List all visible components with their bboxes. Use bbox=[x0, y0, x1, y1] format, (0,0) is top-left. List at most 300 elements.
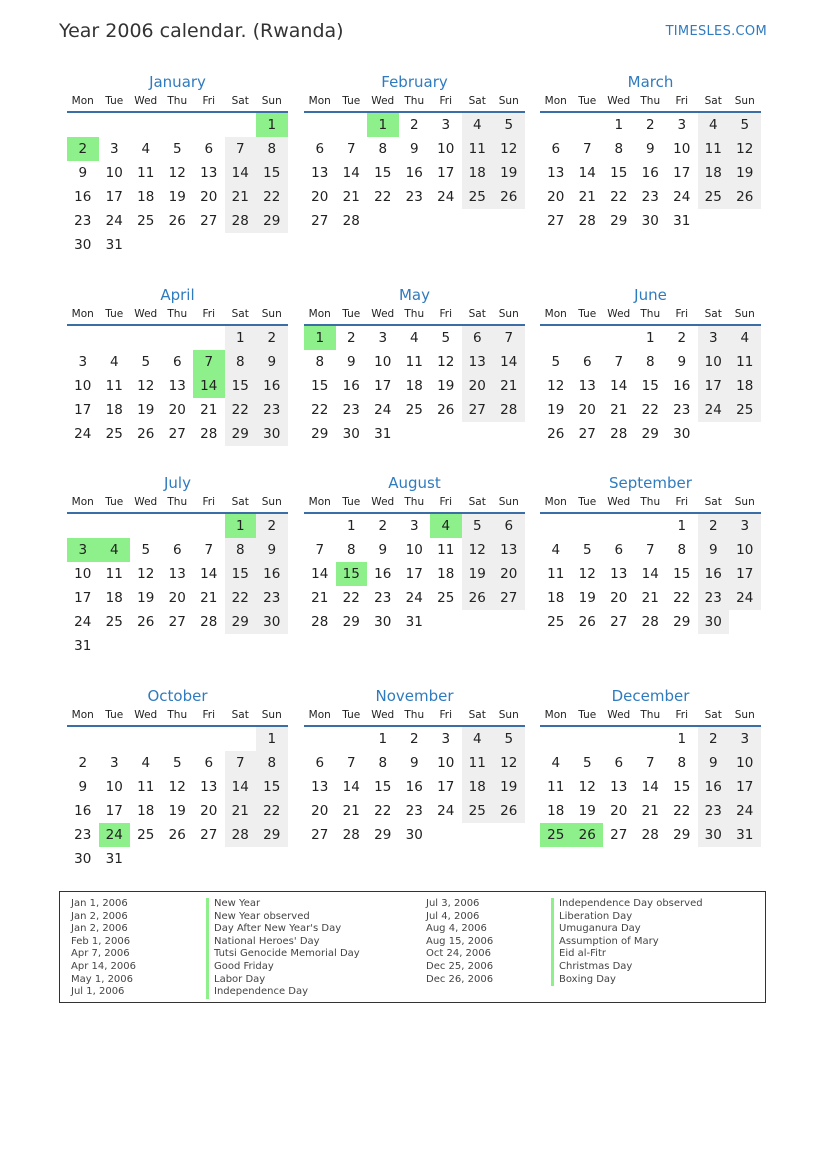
day-cell[interactable]: 20 bbox=[311, 803, 329, 819]
day-cell[interactable]: 7 bbox=[204, 542, 214, 558]
day-cell[interactable]: 12 bbox=[578, 566, 596, 582]
day-cell[interactable]: 3 bbox=[441, 117, 451, 133]
day-cell[interactable]: 19 bbox=[168, 189, 186, 205]
day-cell[interactable]: 2 bbox=[378, 518, 388, 534]
day-cell[interactable]: 24 bbox=[437, 803, 455, 819]
day-cell[interactable]: 23 bbox=[256, 586, 288, 610]
day-cell[interactable]: 31 bbox=[105, 237, 123, 253]
day-cell[interactable]: 26 bbox=[437, 402, 455, 418]
day-cell[interactable]: 22 bbox=[673, 803, 691, 819]
day-cell[interactable]: 3 bbox=[109, 141, 119, 157]
day-cell[interactable]: 16 bbox=[256, 374, 288, 398]
day-cell[interactable]: 24 bbox=[74, 426, 92, 442]
day-cell[interactable]: 26 bbox=[137, 426, 155, 442]
day-cell[interactable]: 20 bbox=[200, 803, 218, 819]
day-cell[interactable]: 28 bbox=[342, 213, 360, 229]
day-cell[interactable]: 5 bbox=[172, 141, 182, 157]
day-cell[interactable]: 20 bbox=[578, 402, 596, 418]
day-cell[interactable]: 8 bbox=[378, 755, 388, 771]
day-cell[interactable]: 17 bbox=[405, 566, 423, 582]
day-cell[interactable]: 12 bbox=[578, 779, 596, 795]
day-cell[interactable]: 15 bbox=[610, 165, 628, 181]
day-cell[interactable]: 6 bbox=[172, 542, 182, 558]
day-cell[interactable]: 28 bbox=[342, 827, 360, 843]
day-cell[interactable]: 28 bbox=[311, 614, 329, 630]
day-cell[interactable]: 12 bbox=[493, 137, 525, 161]
day-cell[interactable]: 9 bbox=[677, 354, 687, 370]
day-cell[interactable]: 9 bbox=[256, 350, 288, 374]
day-cell[interactable]: 16 bbox=[673, 378, 691, 394]
day-cell[interactable]: 11 bbox=[698, 137, 730, 161]
day-cell[interactable]: 29 bbox=[610, 213, 628, 229]
day-cell[interactable]: 10 bbox=[437, 141, 455, 157]
day-cell[interactable]: 22 bbox=[256, 185, 288, 209]
day-cell[interactable]: 25 bbox=[105, 614, 123, 630]
day-cell[interactable]: 23 bbox=[698, 799, 730, 823]
day-cell[interactable]: 13 bbox=[311, 779, 329, 795]
day-cell[interactable]: 21 bbox=[225, 185, 257, 209]
holiday-day-cell[interactable]: 4 bbox=[99, 538, 131, 562]
day-cell[interactable]: 14 bbox=[578, 165, 596, 181]
day-cell[interactable]: 1 bbox=[378, 731, 388, 747]
day-cell[interactable]: 8 bbox=[256, 751, 288, 775]
day-cell[interactable]: 21 bbox=[200, 590, 218, 606]
day-cell[interactable]: 11 bbox=[437, 542, 455, 558]
day-cell[interactable]: 11 bbox=[462, 751, 494, 775]
day-cell[interactable]: 18 bbox=[547, 590, 565, 606]
day-cell[interactable]: 28 bbox=[225, 209, 257, 233]
day-cell[interactable]: 16 bbox=[74, 803, 92, 819]
day-cell[interactable]: 16 bbox=[256, 562, 288, 586]
day-cell[interactable]: 26 bbox=[462, 586, 494, 610]
day-cell[interactable]: 29 bbox=[256, 209, 288, 233]
day-cell[interactable]: 15 bbox=[225, 562, 257, 586]
holiday-day-cell[interactable]: 4 bbox=[430, 514, 462, 538]
day-cell[interactable]: 13 bbox=[200, 165, 218, 181]
day-cell[interactable]: 22 bbox=[374, 189, 392, 205]
day-cell[interactable]: 18 bbox=[698, 161, 730, 185]
day-cell[interactable]: 10 bbox=[698, 350, 730, 374]
day-cell[interactable]: 13 bbox=[311, 165, 329, 181]
day-cell[interactable]: 31 bbox=[673, 213, 691, 229]
day-cell[interactable]: 11 bbox=[729, 350, 761, 374]
day-cell[interactable]: 6 bbox=[204, 141, 214, 157]
day-cell[interactable]: 30 bbox=[641, 213, 659, 229]
day-cell[interactable]: 18 bbox=[437, 566, 455, 582]
day-cell[interactable]: 11 bbox=[405, 354, 423, 370]
day-cell[interactable]: 2 bbox=[346, 330, 356, 346]
day-cell[interactable]: 19 bbox=[493, 775, 525, 799]
day-cell[interactable]: 11 bbox=[547, 779, 565, 795]
day-cell[interactable]: 15 bbox=[641, 378, 659, 394]
day-cell[interactable]: 7 bbox=[614, 354, 624, 370]
day-cell[interactable]: 4 bbox=[551, 542, 561, 558]
day-cell[interactable]: 19 bbox=[578, 803, 596, 819]
holiday-day-cell[interactable]: 2 bbox=[67, 137, 99, 161]
day-cell[interactable]: 14 bbox=[641, 779, 659, 795]
day-cell[interactable]: 16 bbox=[641, 165, 659, 181]
day-cell[interactable]: 4 bbox=[109, 354, 119, 370]
day-cell[interactable]: 17 bbox=[105, 803, 123, 819]
day-cell[interactable]: 11 bbox=[105, 566, 123, 582]
day-cell[interactable]: 29 bbox=[673, 827, 691, 843]
day-cell[interactable]: 27 bbox=[168, 426, 186, 442]
day-cell[interactable]: 10 bbox=[105, 779, 123, 795]
day-cell[interactable]: 29 bbox=[641, 426, 659, 442]
day-cell[interactable]: 22 bbox=[673, 590, 691, 606]
day-cell[interactable]: 25 bbox=[137, 213, 155, 229]
day-cell[interactable]: 4 bbox=[729, 326, 761, 350]
day-cell[interactable]: 31 bbox=[74, 638, 92, 654]
day-cell[interactable]: 17 bbox=[374, 378, 392, 394]
day-cell[interactable]: 28 bbox=[641, 614, 659, 630]
day-cell[interactable]: 4 bbox=[409, 330, 419, 346]
day-cell[interactable]: 28 bbox=[641, 827, 659, 843]
day-cell[interactable]: 24 bbox=[729, 586, 761, 610]
day-cell[interactable]: 20 bbox=[493, 562, 525, 586]
day-cell[interactable]: 19 bbox=[493, 161, 525, 185]
day-cell[interactable]: 21 bbox=[641, 803, 659, 819]
day-cell[interactable]: 14 bbox=[225, 775, 257, 799]
day-cell[interactable]: 31 bbox=[729, 823, 761, 847]
day-cell[interactable]: 8 bbox=[346, 542, 356, 558]
holiday-day-cell[interactable]: 15 bbox=[336, 562, 368, 586]
day-cell[interactable]: 19 bbox=[168, 803, 186, 819]
day-cell[interactable]: 25 bbox=[462, 185, 494, 209]
day-cell[interactable]: 23 bbox=[342, 402, 360, 418]
day-cell[interactable]: 6 bbox=[172, 354, 182, 370]
day-cell[interactable]: 17 bbox=[105, 189, 123, 205]
day-cell[interactable]: 14 bbox=[311, 566, 329, 582]
day-cell[interactable]: 1 bbox=[677, 731, 687, 747]
day-cell[interactable]: 12 bbox=[168, 165, 186, 181]
day-cell[interactable]: 27 bbox=[462, 398, 494, 422]
day-cell[interactable]: 7 bbox=[582, 141, 592, 157]
day-cell[interactable]: 15 bbox=[673, 566, 691, 582]
day-cell[interactable]: 5 bbox=[582, 542, 592, 558]
day-cell[interactable]: 23 bbox=[405, 803, 423, 819]
day-cell[interactable]: 4 bbox=[698, 113, 730, 137]
day-cell[interactable]: 29 bbox=[374, 827, 392, 843]
day-cell[interactable]: 13 bbox=[547, 165, 565, 181]
holiday-day-cell[interactable]: 1 bbox=[367, 113, 399, 137]
day-cell[interactable]: 1 bbox=[645, 330, 655, 346]
day-cell[interactable]: 27 bbox=[610, 827, 628, 843]
day-cell[interactable]: 5 bbox=[582, 755, 592, 771]
day-cell[interactable]: 23 bbox=[256, 398, 288, 422]
day-cell[interactable]: 20 bbox=[610, 803, 628, 819]
day-cell[interactable]: 27 bbox=[493, 586, 525, 610]
day-cell[interactable]: 13 bbox=[578, 378, 596, 394]
day-cell[interactable]: 10 bbox=[405, 542, 423, 558]
holiday-day-cell[interactable]: 1 bbox=[256, 113, 288, 137]
day-cell[interactable]: 1 bbox=[677, 518, 687, 534]
day-cell[interactable]: 6 bbox=[315, 141, 325, 157]
day-cell[interactable]: 3 bbox=[78, 354, 88, 370]
day-cell[interactable]: 8 bbox=[677, 542, 687, 558]
day-cell[interactable]: 13 bbox=[493, 538, 525, 562]
day-cell[interactable]: 19 bbox=[137, 402, 155, 418]
day-cell[interactable]: 12 bbox=[437, 354, 455, 370]
day-cell[interactable]: 25 bbox=[547, 614, 565, 630]
day-cell[interactable]: 13 bbox=[168, 566, 186, 582]
day-cell[interactable]: 10 bbox=[74, 566, 92, 582]
day-cell[interactable]: 2 bbox=[645, 117, 655, 133]
day-cell[interactable]: 16 bbox=[374, 566, 392, 582]
day-cell[interactable]: 6 bbox=[551, 141, 561, 157]
day-cell[interactable]: 26 bbox=[493, 185, 525, 209]
day-cell[interactable]: 18 bbox=[137, 189, 155, 205]
day-cell[interactable]: 16 bbox=[74, 189, 92, 205]
day-cell[interactable]: 9 bbox=[378, 542, 388, 558]
day-cell[interactable]: 29 bbox=[225, 422, 257, 446]
holiday-day-cell[interactable]: 7 bbox=[193, 350, 225, 374]
day-cell[interactable]: 4 bbox=[551, 755, 561, 771]
day-cell[interactable]: 20 bbox=[547, 189, 565, 205]
day-cell[interactable]: 8 bbox=[645, 354, 655, 370]
day-cell[interactable]: 30 bbox=[673, 426, 691, 442]
day-cell[interactable]: 22 bbox=[610, 189, 628, 205]
day-cell[interactable]: 9 bbox=[256, 538, 288, 562]
day-cell[interactable]: 22 bbox=[641, 402, 659, 418]
day-cell[interactable]: 7 bbox=[493, 326, 525, 350]
day-cell[interactable]: 25 bbox=[405, 402, 423, 418]
day-cell[interactable]: 7 bbox=[346, 141, 356, 157]
day-cell[interactable]: 5 bbox=[172, 755, 182, 771]
day-cell[interactable]: 25 bbox=[729, 398, 761, 422]
holiday-day-cell[interactable]: 1 bbox=[225, 514, 257, 538]
day-cell[interactable]: 2 bbox=[78, 755, 88, 771]
day-cell[interactable]: 5 bbox=[493, 113, 525, 137]
day-cell[interactable]: 28 bbox=[493, 398, 525, 422]
day-cell[interactable]: 9 bbox=[409, 755, 419, 771]
day-cell[interactable]: 29 bbox=[225, 610, 257, 634]
day-cell[interactable]: 16 bbox=[405, 779, 423, 795]
day-cell[interactable]: 28 bbox=[610, 426, 628, 442]
day-cell[interactable]: 6 bbox=[614, 755, 624, 771]
day-cell[interactable]: 14 bbox=[493, 350, 525, 374]
day-cell[interactable]: 14 bbox=[342, 165, 360, 181]
day-cell[interactable]: 22 bbox=[225, 398, 257, 422]
day-cell[interactable]: 31 bbox=[105, 851, 123, 867]
day-cell[interactable]: 15 bbox=[256, 161, 288, 185]
day-cell[interactable]: 5 bbox=[141, 354, 151, 370]
day-cell[interactable]: 30 bbox=[74, 851, 92, 867]
day-cell[interactable]: 3 bbox=[109, 755, 119, 771]
day-cell[interactable]: 3 bbox=[409, 518, 419, 534]
day-cell[interactable]: 29 bbox=[342, 614, 360, 630]
day-cell[interactable]: 2 bbox=[409, 731, 419, 747]
day-cell[interactable]: 20 bbox=[610, 590, 628, 606]
day-cell[interactable]: 18 bbox=[462, 161, 494, 185]
day-cell[interactable]: 18 bbox=[405, 378, 423, 394]
day-cell[interactable]: 27 bbox=[578, 426, 596, 442]
day-cell[interactable]: 11 bbox=[462, 137, 494, 161]
day-cell[interactable]: 26 bbox=[137, 614, 155, 630]
day-cell[interactable]: 23 bbox=[74, 827, 92, 843]
day-cell[interactable]: 19 bbox=[729, 161, 761, 185]
day-cell[interactable]: 21 bbox=[311, 590, 329, 606]
day-cell[interactable]: 10 bbox=[105, 165, 123, 181]
day-cell[interactable]: 27 bbox=[168, 614, 186, 630]
day-cell[interactable]: 17 bbox=[74, 402, 92, 418]
day-cell[interactable]: 15 bbox=[673, 779, 691, 795]
day-cell[interactable]: 27 bbox=[311, 827, 329, 843]
day-cell[interactable]: 30 bbox=[698, 610, 730, 634]
day-cell[interactable]: 9 bbox=[645, 141, 655, 157]
day-cell[interactable]: 13 bbox=[200, 779, 218, 795]
day-cell[interactable]: 15 bbox=[256, 775, 288, 799]
day-cell[interactable]: 16 bbox=[342, 378, 360, 394]
day-cell[interactable]: 28 bbox=[200, 614, 218, 630]
day-cell[interactable]: 17 bbox=[437, 779, 455, 795]
day-cell[interactable]: 18 bbox=[729, 374, 761, 398]
day-cell[interactable]: 12 bbox=[547, 378, 565, 394]
day-cell[interactable]: 23 bbox=[698, 586, 730, 610]
day-cell[interactable]: 6 bbox=[315, 755, 325, 771]
day-cell[interactable]: 2 bbox=[698, 514, 730, 538]
day-cell[interactable]: 25 bbox=[437, 590, 455, 606]
day-cell[interactable]: 8 bbox=[614, 141, 624, 157]
day-cell[interactable]: 15 bbox=[374, 779, 392, 795]
day-cell[interactable]: 21 bbox=[578, 189, 596, 205]
day-cell[interactable]: 31 bbox=[374, 426, 392, 442]
day-cell[interactable]: 5 bbox=[493, 727, 525, 751]
day-cell[interactable]: 18 bbox=[547, 803, 565, 819]
day-cell[interactable]: 12 bbox=[729, 137, 761, 161]
day-cell[interactable]: 22 bbox=[374, 803, 392, 819]
day-cell[interactable]: 20 bbox=[168, 590, 186, 606]
day-cell[interactable]: 21 bbox=[493, 374, 525, 398]
day-cell[interactable]: 5 bbox=[462, 514, 494, 538]
day-cell[interactable]: 11 bbox=[137, 165, 155, 181]
day-cell[interactable]: 1 bbox=[256, 727, 288, 751]
day-cell[interactable]: 26 bbox=[168, 827, 186, 843]
day-cell[interactable]: 31 bbox=[405, 614, 423, 630]
day-cell[interactable]: 17 bbox=[698, 374, 730, 398]
day-cell[interactable]: 12 bbox=[462, 538, 494, 562]
day-cell[interactable]: 24 bbox=[74, 614, 92, 630]
day-cell[interactable]: 21 bbox=[225, 799, 257, 823]
day-cell[interactable]: 16 bbox=[405, 165, 423, 181]
day-cell[interactable]: 27 bbox=[547, 213, 565, 229]
day-cell[interactable]: 8 bbox=[225, 538, 257, 562]
day-cell[interactable]: 8 bbox=[378, 141, 388, 157]
day-cell[interactable]: 14 bbox=[200, 566, 218, 582]
day-cell[interactable]: 6 bbox=[493, 514, 525, 538]
day-cell[interactable]: 21 bbox=[641, 590, 659, 606]
day-cell[interactable]: 29 bbox=[256, 823, 288, 847]
day-cell[interactable]: 5 bbox=[441, 330, 451, 346]
day-cell[interactable]: 10 bbox=[374, 354, 392, 370]
day-cell[interactable]: 9 bbox=[698, 751, 730, 775]
day-cell[interactable]: 19 bbox=[578, 590, 596, 606]
day-cell[interactable]: 17 bbox=[437, 165, 455, 181]
day-cell[interactable]: 17 bbox=[729, 775, 761, 799]
day-cell[interactable]: 1 bbox=[346, 518, 356, 534]
day-cell[interactable]: 3 bbox=[698, 326, 730, 350]
day-cell[interactable]: 22 bbox=[311, 402, 329, 418]
day-cell[interactable]: 16 bbox=[698, 562, 730, 586]
day-cell[interactable]: 27 bbox=[311, 213, 329, 229]
day-cell[interactable]: 3 bbox=[378, 330, 388, 346]
day-cell[interactable]: 9 bbox=[698, 538, 730, 562]
day-cell[interactable]: 30 bbox=[256, 422, 288, 446]
day-cell[interactable]: 18 bbox=[105, 402, 123, 418]
day-cell[interactable]: 18 bbox=[462, 775, 494, 799]
day-cell[interactable]: 27 bbox=[610, 614, 628, 630]
day-cell[interactable]: 14 bbox=[641, 566, 659, 582]
day-cell[interactable]: 29 bbox=[311, 426, 329, 442]
day-cell[interactable]: 13 bbox=[168, 378, 186, 394]
day-cell[interactable]: 23 bbox=[641, 189, 659, 205]
day-cell[interactable]: 30 bbox=[342, 426, 360, 442]
day-cell[interactable]: 9 bbox=[409, 141, 419, 157]
day-cell[interactable]: 13 bbox=[462, 350, 494, 374]
day-cell[interactable]: 12 bbox=[137, 378, 155, 394]
day-cell[interactable]: 19 bbox=[137, 590, 155, 606]
holiday-day-cell[interactable]: 3 bbox=[67, 538, 99, 562]
day-cell[interactable]: 23 bbox=[74, 213, 92, 229]
day-cell[interactable]: 6 bbox=[582, 354, 592, 370]
day-cell[interactable]: 25 bbox=[462, 799, 494, 823]
day-cell[interactable]: 11 bbox=[547, 566, 565, 582]
day-cell[interactable]: 21 bbox=[342, 189, 360, 205]
day-cell[interactable]: 26 bbox=[729, 185, 761, 209]
day-cell[interactable]: 3 bbox=[441, 731, 451, 747]
day-cell[interactable]: 7 bbox=[315, 542, 325, 558]
day-cell[interactable]: 21 bbox=[342, 803, 360, 819]
day-cell[interactable]: 24 bbox=[405, 590, 423, 606]
day-cell[interactable]: 6 bbox=[614, 542, 624, 558]
day-cell[interactable]: 2 bbox=[256, 514, 288, 538]
day-cell[interactable]: 5 bbox=[141, 542, 151, 558]
day-cell[interactable]: 25 bbox=[137, 827, 155, 843]
day-cell[interactable]: 20 bbox=[200, 189, 218, 205]
day-cell[interactable]: 30 bbox=[405, 827, 423, 843]
day-cell[interactable]: 25 bbox=[105, 426, 123, 442]
day-cell[interactable]: 28 bbox=[225, 823, 257, 847]
day-cell[interactable]: 10 bbox=[673, 141, 691, 157]
day-cell[interactable]: 7 bbox=[225, 137, 257, 161]
day-cell[interactable]: 20 bbox=[462, 374, 494, 398]
day-cell[interactable]: 8 bbox=[315, 354, 325, 370]
holiday-day-cell[interactable]: 25 bbox=[540, 823, 572, 847]
day-cell[interactable]: 28 bbox=[200, 426, 218, 442]
holiday-day-cell[interactable]: 14 bbox=[193, 374, 225, 398]
day-cell[interactable]: 8 bbox=[256, 137, 288, 161]
day-cell[interactable]: 11 bbox=[137, 779, 155, 795]
day-cell[interactable]: 10 bbox=[729, 538, 761, 562]
day-cell[interactable]: 6 bbox=[204, 755, 214, 771]
day-cell[interactable]: 11 bbox=[105, 378, 123, 394]
day-cell[interactable]: 20 bbox=[168, 402, 186, 418]
day-cell[interactable]: 30 bbox=[698, 823, 730, 847]
day-cell[interactable]: 22 bbox=[342, 590, 360, 606]
day-cell[interactable]: 22 bbox=[256, 799, 288, 823]
day-cell[interactable]: 3 bbox=[677, 117, 687, 133]
day-cell[interactable]: 7 bbox=[645, 542, 655, 558]
day-cell[interactable]: 29 bbox=[673, 614, 691, 630]
day-cell[interactable]: 30 bbox=[256, 610, 288, 634]
day-cell[interactable]: 1 bbox=[225, 326, 257, 350]
day-cell[interactable]: 28 bbox=[578, 213, 596, 229]
day-cell[interactable]: 21 bbox=[200, 402, 218, 418]
day-cell[interactable]: 27 bbox=[200, 827, 218, 843]
day-cell[interactable]: 22 bbox=[225, 586, 257, 610]
day-cell[interactable]: 26 bbox=[168, 213, 186, 229]
day-cell[interactable]: 27 bbox=[200, 213, 218, 229]
